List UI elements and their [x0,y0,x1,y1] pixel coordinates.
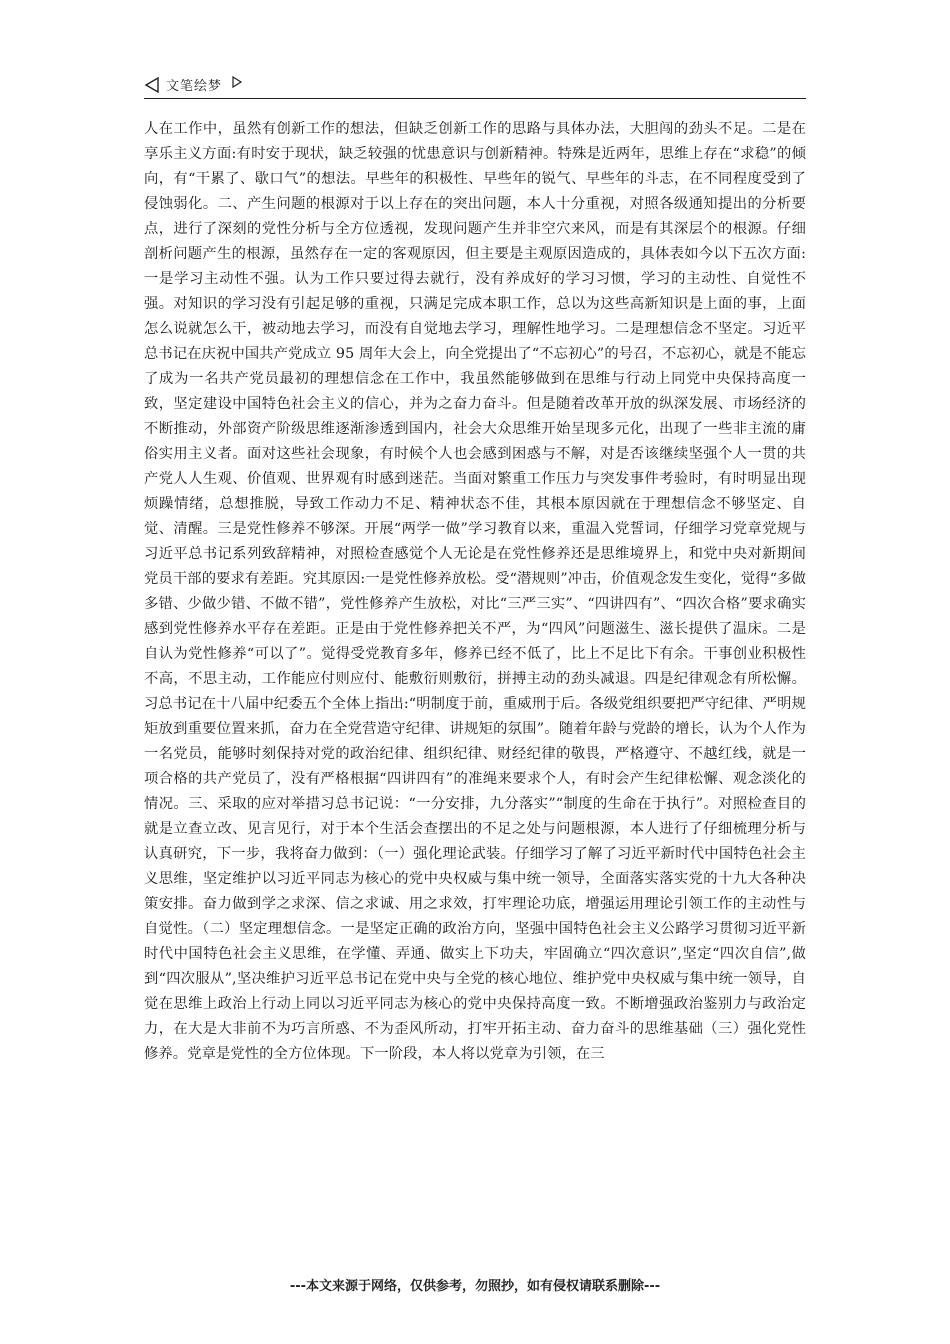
header-brand: 文笔绘梦 [166,79,223,94]
triangle-right-outline-icon [231,75,243,89]
footer-notice: ---本文来源于网络，仅供参考，勿照抄，如有侵权请联系删除--- [289,1279,661,1294]
triangle-left-outline-icon [144,77,160,93]
page-header [144,70,806,99]
body-paragraph: 人在工作中，虽然有创新工作的想法，但缺乏创新工作的思路与具体办法，大胆闯的劲头不足。二是在享乐主义方面:有时安于现状，缺乏较强的忧患意识与创新精神。特殊是近两年，思维上存在“求稳”的倾向，有“干累了、歇口气”的想法。早些年的积极性、早些年的锐气、早些年的斗志，在不同程度受到了侵蚀弱化。二、产生问题的根源对于以上存在的突出问题，本人十分重视，对照各级通知提出的分析要点，进行了深刻的党性分析与全方位透视，发现问题产生并非空穴来风，而是有其深层个的根源。仔细剖析问题产生的根源，虽然存在一定的客观原因，但主要是主观原因造成的，具体表如今以下五次方面:一是学习主动性不强。认为工作只要过得去就行，没有养成好的学习习惯，学习的主动性、自觉性不强。对知识的学习没有引起足够的重视，只满足完成本职工作，总以为这些高新知识是上面的事，上面怎么说就怎么干，被动地去学习，而没有自觉地去学习，理解性地学习。二是理想信念不坚定。习近平总书记在庆祝中国共产党成立 95 周年大会上，向全党提出了“不忘初心”的号召，不忘初心，就是不能忘了成为一名共产党员最初的理想信念在工作中，我虽然能够做到在思维与行动上同党中央保持高度一致，坚定建设中国特色社会主义的信心，并为之奋力奋斗。但是随着改革开放的纵深发展、市场经济的不断推动，外部资产阶级思维逐渐渗透到国内，社会大众思维开始呈现多元化，出现了一些非主流的庸俗实用主义者。面对这些社会现象，有时候个人也会感到困惑与不解，对是否该继续坚强个人一贯的共产党人人生观、价值观、世界观有时感到迷茫。当面对繁重工作压力与突发事件考验时，有时明显出现烦躁情绪，总想推脱，导致工作动力不足、精神状态不佳，其根本原因就在于理想信念不够坚定、自觉、清醒。三是党性修养不够深。开展“两学一做”学习教育以来，重温入党誓词，仔细学习党章党规与习近平总书记系列致辞精神，对照检查感觉个人无论是在党性修养还是思维境界上，和党中央对新期间党员干部的要求有差距。究其原因:一是党性修养放松。受“潜规则”冲击，价值观念发生变化，觉得“多做多错、少做少错、不做不错”，党性修养产生放松，对比“三严三实”、“四讲四有”、“四次合格”要求确实感到党性修养水平存在差距。正是由于党性修养把关不严，为“四风”问题滋生、滋长提供了温床。二是自认为党性修养“可以了”。觉得受党教育多年，修养已经不低了，比上不足比下有余。干事创业积极性不高，不思主动，工作能应付则应付、能敷衍则敷衍，拼搏主动的劲头减退。四是纪律观念有所松懈。习总书记在十八届中纪委五个全体上指出:“明制度于前，重威刑于后。各级党组织要把严守纪律、严明规矩放到重要位置来抓，奋力在全党营造守纪律、讲规矩的氛围”。随着年龄与党龄的增长，认为个人作为一名党员，能够时刻保持对党的政治纪律、组织纪律、财经纪律的敬畏，严格遵守、不越红线，就是一项合格的共产党员了，没有严格根据“四讲四有”的准绳来要求个人，有时会产生纪律松懈、观念淡化的情况。三、采取的应对举措习总书记说：“一分安排，九分落实”“制度的生命在于执行”。对照检查目的就是立查立改、见言见行，对于本个生活会查摆出的不足之处与问题根源，本人进行了仔细梳理分析与认真研究，下一步，我将奋力做到：（一）强化理论武装。仔细学习了解了习近平新时代中国特色社会主义思维，坚定维护以习近平同志为核心的党中央权威与集中统一领导，全面落实落实党的十九大各种决策安排。奋力做到学之求深、信之求诚、用之求效，打牢理论功底，增强运用理论引领工作的主动性与自觉性。（二）坚定理想信念。一是坚定正确的政治方向，坚强中国特色社会主义公路学习贯彻习近平新时代中国特色社会主义思维，在学懂、弄通、做实上下功夫，牢固确立“四次意识”,坚定“四次自信”,做到“四次服从”,坚决维护习近平总书记在党中央与全党的核心地位、维护党中央权威与集中统一领导，自觉在思维上政治上行动上同以习近平同志为核心的党中央保持高度一致。不断增强政治鉴别力与政治定力，在大是大非前不为巧言所惑、不为歪风所动，打牢开拓主动、奋力奋斗的思维基础（三）强化党性修养。党章是党性的全方位体现。下一阶段，本人将以党章为引领，在三 [144,121,806,1062]
document-body [144,117,806,1067]
